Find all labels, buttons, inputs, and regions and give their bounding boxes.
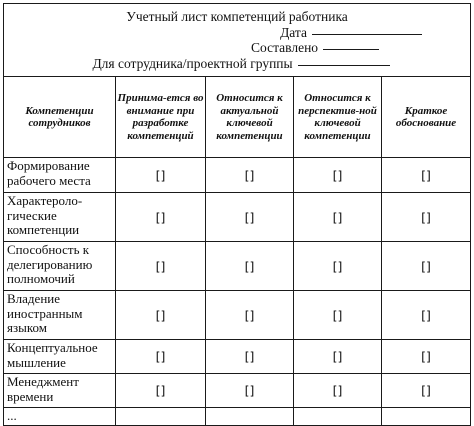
- considered-checkbox[interactable]: []: [116, 158, 206, 193]
- col-header-justification: Краткое обоснование: [382, 77, 471, 158]
- actual-key-checkbox[interactable]: []: [206, 374, 294, 408]
- form-title: Учетный лист компетенций работника: [126, 9, 348, 24]
- actual-key-checkbox[interactable]: []: [206, 193, 294, 242]
- table-row: [4, 291, 471, 340]
- col-header-prospective-key: Относится к перспектив-ной ключевой компетенции: [294, 77, 382, 158]
- competency-name: Владение иностранным языком: [4, 291, 116, 340]
- prospective-key-checkbox[interactable]: []: [294, 291, 382, 340]
- competency-name: Формирование рабочего места: [4, 158, 116, 193]
- prospective-key-checkbox[interactable]: []: [294, 242, 382, 291]
- justification-checkbox[interactable]: []: [382, 193, 471, 242]
- for-employee-field[interactable]: [298, 65, 390, 66]
- justification-checkbox[interactable]: []: [382, 291, 471, 340]
- justification-checkbox[interactable]: []: [382, 158, 471, 193]
- table-row: [4, 374, 471, 408]
- table-row: [4, 242, 471, 291]
- considered-checkbox[interactable]: []: [116, 374, 206, 408]
- date-label: Дата: [280, 24, 307, 40]
- col-header-actual-key: Относится к актуальной ключевой компетенции: [206, 77, 294, 158]
- prospective-key-checkbox[interactable]: []: [294, 340, 382, 374]
- competency-name: Менеджмент времени: [4, 374, 116, 408]
- col-header-competencies: Компетенции сотрудников: [4, 77, 116, 158]
- table-row: [4, 193, 471, 242]
- competency-record-sheet: [3, 3, 471, 426]
- actual-key-checkbox[interactable]: []: [206, 158, 294, 193]
- considered-checkbox[interactable]: []: [116, 291, 206, 340]
- compiled-label: Составлено: [251, 40, 319, 55]
- considered-checkbox[interactable]: []: [116, 193, 206, 242]
- table-row: [4, 340, 471, 374]
- competency-name: Способность к делегированию полномочий: [4, 242, 116, 291]
- empty-cell: [206, 408, 294, 426]
- prospective-key-checkbox[interactable]: []: [294, 374, 382, 408]
- competency-name: Концептуальное мышление: [4, 340, 116, 374]
- table-row: [4, 408, 471, 426]
- actual-key-checkbox[interactable]: []: [206, 340, 294, 374]
- date-field[interactable]: [312, 34, 422, 35]
- empty-cell: [382, 408, 471, 426]
- form-header-row: [4, 4, 471, 77]
- table-row: [4, 158, 471, 193]
- form-header: [4, 4, 471, 77]
- for-employee-label: Для сотрудника/проектной группы: [92, 55, 293, 71]
- empty-cell: [294, 408, 382, 426]
- column-header-row: [4, 77, 471, 158]
- actual-key-checkbox[interactable]: []: [206, 242, 294, 291]
- actual-key-checkbox[interactable]: []: [206, 291, 294, 340]
- competency-name-ellipsis: ...: [4, 408, 116, 426]
- considered-checkbox[interactable]: []: [116, 242, 206, 291]
- prospective-key-checkbox[interactable]: []: [294, 158, 382, 193]
- empty-cell: [116, 408, 206, 426]
- justification-checkbox[interactable]: []: [382, 340, 471, 374]
- col-header-considered: Принима-ется во внимание при разработке компетенций: [116, 77, 206, 158]
- considered-checkbox[interactable]: []: [116, 340, 206, 374]
- compiled-field[interactable]: [323, 49, 379, 50]
- justification-checkbox[interactable]: []: [382, 374, 471, 408]
- compiled-line: [4, 40, 470, 56]
- for-employee-line: [4, 56, 470, 72]
- prospective-key-checkbox[interactable]: []: [294, 193, 382, 242]
- competency-name: Характероло-гические компетенции: [4, 193, 116, 242]
- date-line: [4, 25, 470, 41]
- justification-checkbox[interactable]: []: [382, 242, 471, 291]
